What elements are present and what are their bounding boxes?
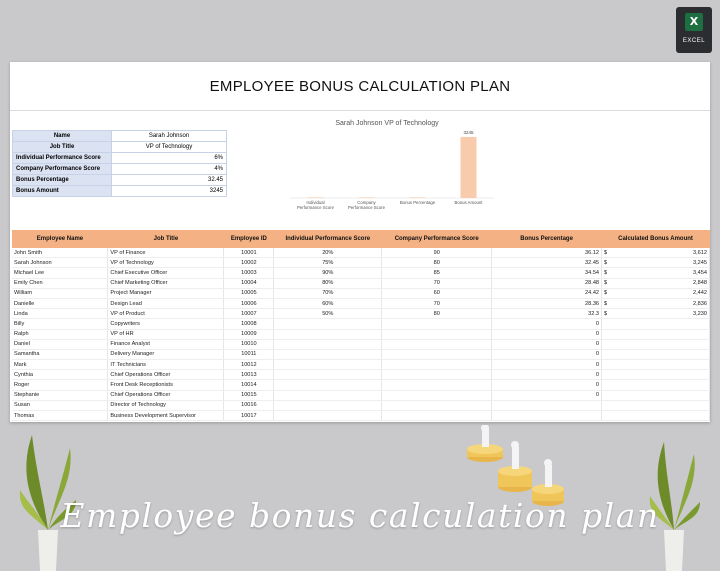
table-cell[interactable]: 10010 [224, 339, 274, 349]
table-cell[interactable]: William [12, 288, 108, 298]
table-cell[interactable] [274, 380, 382, 390]
table-cell[interactable]: 70 [382, 298, 492, 308]
excel-icon-label: EXCEL [682, 38, 706, 44]
table-row [12, 390, 710, 400]
table-cell[interactable]: 0 [492, 319, 602, 329]
table-cell[interactable]: Emily Chen [12, 278, 108, 288]
bonus-amount: 3,245 [693, 259, 707, 266]
table-cell[interactable]: Linda [12, 309, 108, 319]
table-cell[interactable]: 10016 [224, 400, 274, 410]
table-cell[interactable]: 80 [382, 258, 492, 268]
summary-label: Individual Performance Score [13, 153, 112, 164]
column-header: Employee ID [224, 230, 274, 248]
table-cell[interactable]: Delivery Manager [108, 349, 224, 359]
table-cell[interactable] [602, 400, 710, 410]
table-cell[interactable]: Thomas [12, 411, 108, 421]
table-cell[interactable]: 70 [382, 278, 492, 288]
table-row [12, 380, 710, 390]
table-cell[interactable]: Business Development Supervisor [108, 411, 224, 421]
table-cell[interactable]: VP of Finance [108, 248, 224, 258]
table-cell[interactable]: 34.54 [492, 268, 602, 278]
summary-row [13, 131, 227, 142]
table-cell[interactable] [602, 309, 710, 319]
table-cell[interactable]: Samantha [12, 349, 108, 359]
column-header: Job Title [108, 230, 224, 248]
summary-label: Bonus Percentage [13, 175, 112, 186]
table-cell[interactable] [382, 349, 492, 359]
bonus-chart [272, 116, 502, 218]
table-cell[interactable]: 24.42 [492, 288, 602, 298]
table-cell[interactable]: 0 [492, 360, 602, 370]
table-cell[interactable]: Director of Technology [108, 400, 224, 410]
table-cell[interactable]: Danielle [12, 298, 108, 308]
chart-data-label: 3245 [463, 129, 474, 135]
chart-bar [461, 137, 477, 198]
table-cell[interactable]: 50% [274, 309, 382, 319]
table-cell[interactable]: Stephanie [12, 390, 108, 400]
table-cell[interactable]: 60% [274, 298, 382, 308]
table-cell[interactable]: Sarah Johnson [12, 258, 108, 268]
table-cell[interactable] [274, 329, 382, 339]
table-cell[interactable] [274, 370, 382, 380]
table-cell[interactable] [382, 319, 492, 329]
currency-symbol: $ [604, 300, 608, 307]
bonus-amount: 3,612 [693, 249, 707, 256]
table-cell[interactable]: Roger [12, 380, 108, 390]
table-row [12, 360, 710, 370]
table-cell[interactable]: 85 [382, 268, 492, 278]
summary-table [12, 130, 227, 197]
bonus-amount: 2,848 [693, 280, 707, 287]
table-row [12, 248, 710, 258]
table-cell[interactable] [274, 349, 382, 359]
table-row [12, 339, 710, 349]
table-cell[interactable] [602, 380, 710, 390]
table-cell[interactable]: Susan [12, 400, 108, 410]
table-cell[interactable]: 10012 [224, 360, 274, 370]
summary-label: Company Performance Score [13, 164, 112, 175]
chart-category-label: Bonus Amount [454, 200, 483, 205]
summary-value[interactable]: 4% [112, 164, 227, 175]
table-cell[interactable] [602, 370, 710, 380]
table-cell[interactable]: 10014 [224, 380, 274, 390]
table-cell[interactable]: Chief Operations Officer [108, 390, 224, 400]
table-row [12, 278, 710, 288]
summary-row [13, 142, 227, 153]
table-cell[interactable] [602, 248, 710, 258]
table-cell[interactable]: Billy [12, 319, 108, 329]
column-header: Company Performance Score [382, 230, 492, 248]
table-cell[interactable]: 10009 [224, 329, 274, 339]
currency-symbol: $ [604, 259, 608, 266]
table-cell[interactable]: 10006 [224, 298, 274, 308]
table-cell[interactable]: 10017 [224, 411, 274, 421]
table-row [12, 411, 710, 421]
summary-row [13, 186, 227, 197]
bonus-amount: 2,836 [693, 300, 707, 307]
table-row [12, 288, 710, 298]
table-cell[interactable] [602, 278, 710, 288]
table-cell[interactable]: IT Technicians [108, 360, 224, 370]
currency-symbol: $ [604, 310, 608, 317]
table-cell[interactable] [274, 339, 382, 349]
summary-value[interactable]: VP of Technology [112, 142, 227, 153]
table-cell[interactable]: 0 [492, 349, 602, 359]
table-cell[interactable]: 28.48 [492, 278, 602, 288]
table-cell[interactable]: Ralph [12, 329, 108, 339]
table-cell[interactable]: 10005 [224, 288, 274, 298]
column-header: Bonus Percentage [492, 230, 602, 248]
table-cell[interactable]: Mark [12, 360, 108, 370]
bonus-amount: 3,454 [693, 269, 707, 276]
table-cell[interactable]: 75% [274, 258, 382, 268]
table-cell[interactable]: 70% [274, 288, 382, 298]
table-cell[interactable]: 80 [382, 309, 492, 319]
table-cell[interactable]: 90% [274, 268, 382, 278]
currency-symbol: $ [604, 290, 608, 297]
table-row [12, 329, 710, 339]
table-cell[interactable] [602, 349, 710, 359]
summary-row [13, 164, 227, 175]
table-cell[interactable] [274, 400, 382, 410]
chart-category-label: Bonus Percentage [399, 200, 436, 205]
table-cell[interactable]: 0 [492, 339, 602, 349]
column-header: Individual Performance Score [274, 230, 382, 248]
table-cell[interactable]: 10008 [224, 319, 274, 329]
table-cell[interactable] [274, 390, 382, 400]
summary-value[interactable]: 3245 [112, 186, 227, 197]
table-cell[interactable]: 10002 [224, 258, 274, 268]
table-cell[interactable]: 10011 [224, 349, 274, 359]
table-cell[interactable]: 90 [382, 248, 492, 258]
table-row [12, 298, 710, 308]
table-row [12, 268, 710, 278]
chart-category-label: Individual Performance Score [296, 200, 335, 210]
table-cell[interactable] [602, 339, 710, 349]
chart-bar [359, 197, 375, 198]
employee-table [12, 230, 710, 421]
table-cell[interactable] [382, 370, 492, 380]
table-cell[interactable]: 10007 [224, 309, 274, 319]
table-cell[interactable]: Front Desk Receptionists [108, 380, 224, 390]
table-cell[interactable]: Chief Executive Officer [108, 268, 224, 278]
currency-symbol: $ [604, 280, 608, 287]
table-cell[interactable]: Daniel [12, 339, 108, 349]
table-cell[interactable]: Copywriters [108, 319, 224, 329]
summary-value[interactable]: 32.45 [112, 175, 227, 186]
table-cell[interactable] [602, 390, 710, 400]
table-row [12, 309, 710, 319]
table-cell[interactable] [602, 319, 710, 329]
summary-value[interactable]: Sarah Johnson [112, 131, 227, 142]
table-cell[interactable] [492, 400, 602, 410]
column-header: Employee Name [12, 230, 108, 248]
table-cell[interactable]: VP of Technology [108, 258, 224, 268]
table-cell[interactable]: Design Lead [108, 298, 224, 308]
table-cell[interactable] [602, 268, 710, 278]
summary-row [13, 175, 227, 186]
table-cell[interactable]: 32.45 [492, 258, 602, 268]
table-cell[interactable]: Chief Operations Officer [108, 370, 224, 380]
chart-title: Sarah Johnson VP of Technology [335, 120, 439, 127]
table-cell[interactable] [602, 360, 710, 370]
table-cell[interactable]: 10013 [224, 370, 274, 380]
summary-label: Bonus Amount [13, 186, 112, 197]
spreadsheet-sheet [10, 62, 710, 422]
table-cell[interactable] [382, 390, 492, 400]
table-cell[interactable]: 80% [274, 278, 382, 288]
table-cell[interactable] [602, 298, 710, 308]
table-cell[interactable]: 0 [492, 370, 602, 380]
table-cell[interactable] [274, 411, 382, 421]
table-cell[interactable] [382, 360, 492, 370]
currency-symbol: $ [604, 249, 608, 256]
table-cell[interactable] [382, 339, 492, 349]
table-row [12, 400, 710, 410]
table-cell[interactable] [274, 360, 382, 370]
table-cell[interactable]: Project Manager [108, 288, 224, 298]
table-cell[interactable] [382, 411, 492, 421]
table-cell[interactable]: 10003 [224, 268, 274, 278]
summary-value[interactable]: 6% [112, 153, 227, 164]
currency-symbol: $ [604, 269, 608, 276]
banner-caption: Employee bonus calculation plan [60, 496, 660, 535]
chart-bar [308, 197, 324, 198]
table-cell[interactable]: Cynthia [12, 370, 108, 380]
table-row [12, 349, 710, 359]
summary-label: Name [13, 131, 112, 142]
table-cell[interactable]: Michael Lee [12, 268, 108, 278]
bonus-amount: 2,442 [693, 290, 707, 297]
table-row [12, 258, 710, 268]
chart-category-label: Company Performance Score [347, 200, 386, 210]
table-cell[interactable] [382, 380, 492, 390]
table-cell[interactable]: 60 [382, 288, 492, 298]
table-cell[interactable]: 10015 [224, 390, 274, 400]
table-cell[interactable]: 20% [274, 248, 382, 258]
excel-app-icon [676, 7, 712, 53]
title-band [10, 62, 710, 111]
table-cell[interactable]: 0 [492, 380, 602, 390]
table-cell[interactable]: VP of Product [108, 309, 224, 319]
table-cell[interactable] [602, 288, 710, 298]
excel-logo-icon: X [685, 13, 703, 31]
sheet-title: EMPLOYEE BONUS CALCULATION PLAN [209, 78, 511, 95]
table-cell[interactable] [382, 329, 492, 339]
table-cell[interactable]: 36.12 [492, 248, 602, 258]
table-row [12, 370, 710, 380]
table-row [12, 319, 710, 329]
bonus-amount: 3,230 [693, 310, 707, 317]
table-cell[interactable]: VP of HR [108, 329, 224, 339]
table-cell[interactable]: 0 [492, 390, 602, 400]
table-cell[interactable]: Chief Marketing Officer [108, 278, 224, 288]
column-header: Calculated Bonus Amount [602, 230, 710, 248]
chart-bar [410, 197, 426, 198]
table-cell[interactable] [602, 411, 710, 421]
summary-label: Job Title [13, 142, 112, 153]
table-cell[interactable]: Finance Analyst [108, 339, 224, 349]
table-cell[interactable]: John Smith [12, 248, 108, 258]
table-cell[interactable] [274, 319, 382, 329]
table-cell[interactable] [602, 258, 710, 268]
table-cell[interactable]: 28.36 [492, 298, 602, 308]
table-cell[interactable]: 32.3 [492, 309, 602, 319]
summary-row [13, 153, 227, 164]
table-cell[interactable]: 10004 [224, 278, 274, 288]
table-cell[interactable] [492, 411, 602, 421]
table-cell[interactable]: 0 [492, 329, 602, 339]
table-cell[interactable] [602, 329, 710, 339]
table-cell[interactable]: 10001 [224, 248, 274, 258]
table-cell[interactable] [382, 400, 492, 410]
